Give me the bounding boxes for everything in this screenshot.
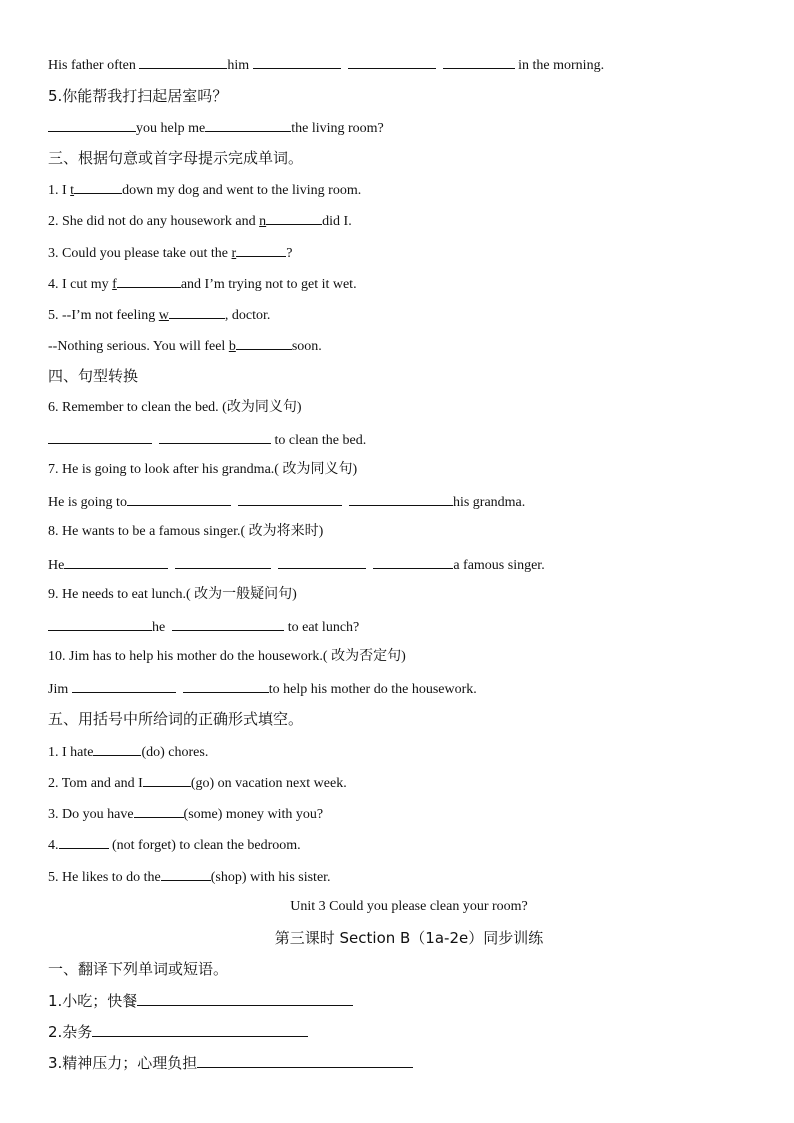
- question-5-chinese: 5.你能帮我打扫起居室吗？: [48, 87, 228, 105]
- text: 5. He likes to do the: [48, 870, 161, 885]
- blank[interactable]: [443, 54, 515, 69]
- section-3-title: 三、根据句意或首字母提示完成单词。: [48, 149, 304, 167]
- s5-item-2: [48, 772, 347, 794]
- blank[interactable]: [172, 616, 284, 631]
- text: 5. --I’m not feeling: [48, 308, 159, 323]
- text: he: [152, 620, 169, 635]
- translate-item-2: [48, 1022, 308, 1042]
- text: He is going to: [48, 495, 127, 510]
- translate-item-1: [48, 991, 353, 1011]
- s4-item-10: 10. Jim has to help his mother do the housework.( 改为否定句): [48, 649, 406, 664]
- text: his grandma.: [452, 495, 526, 510]
- blank[interactable]: [59, 834, 109, 849]
- text: to eat lunch?: [284, 620, 360, 635]
- s5-item-3: [48, 803, 323, 825]
- hint-letter: r: [231, 246, 237, 261]
- s3-item-4: [48, 273, 357, 295]
- text: him: [227, 58, 253, 73]
- hint-letter: w: [158, 308, 169, 323]
- s4-item-7-answer: [48, 491, 525, 513]
- text: (not forget) to clean the bedroom.: [108, 838, 301, 853]
- blank[interactable]: [93, 741, 141, 756]
- s4-item-6: 6. Remember to clean the bed. (改为同义句): [48, 400, 302, 415]
- blank[interactable]: [74, 179, 122, 194]
- text: 3.精神压力；心理负担: [48, 1054, 198, 1072]
- hint-letter: f: [112, 277, 117, 292]
- s5-item-5: [48, 866, 331, 888]
- text: Jim: [48, 682, 72, 697]
- blank[interactable]: [197, 1053, 413, 1068]
- text: , doctor.: [224, 308, 271, 323]
- translate-item-3: [48, 1053, 413, 1073]
- blank[interactable]: [64, 554, 168, 569]
- blank[interactable]: [349, 491, 453, 506]
- text: --Nothing serious. You will feel: [48, 339, 229, 354]
- blank[interactable]: [266, 210, 322, 225]
- blank[interactable]: [48, 429, 152, 444]
- text: and I’m trying not to get it wet.: [180, 277, 357, 292]
- blank[interactable]: [373, 554, 453, 569]
- blank[interactable]: [72, 678, 176, 693]
- s5-item-1: [48, 741, 208, 763]
- question-5-english: [48, 117, 384, 139]
- sentence-father: [48, 54, 604, 76]
- s3-item-2: [48, 210, 352, 232]
- text: 1. I hate: [48, 745, 94, 760]
- text: 4. I cut my: [48, 277, 113, 292]
- blank[interactable]: [48, 616, 152, 631]
- text: 2. She did not do any housework and: [48, 214, 260, 229]
- blank[interactable]: [175, 554, 271, 569]
- text: did I.: [322, 214, 352, 229]
- hint-letter: b: [228, 339, 236, 354]
- text: (do) chores.: [141, 745, 209, 760]
- text: 2. Tom and and I: [48, 776, 143, 791]
- s4-item-9-answer: [48, 616, 359, 638]
- blank[interactable]: [48, 117, 136, 132]
- blank[interactable]: [183, 678, 269, 693]
- s3-item-3: [48, 242, 292, 264]
- text: to help his mother do the housework.: [268, 682, 477, 697]
- s4-item-8: 8. He wants to be a famous singer.( 改为将来时): [48, 524, 324, 539]
- s3-item-5-reply: [48, 335, 322, 357]
- blank[interactable]: [117, 273, 181, 288]
- text: (shop) with his sister.: [210, 870, 331, 885]
- blank[interactable]: [253, 54, 341, 69]
- s4-item-10-answer: [48, 678, 477, 700]
- blank[interactable]: [92, 1022, 308, 1037]
- blank[interactable]: [236, 335, 292, 350]
- section-5-title: 五、用括号中所给词的正确形式填空。: [48, 710, 304, 728]
- text: (some) money with you?: [183, 807, 324, 822]
- text: He: [48, 558, 65, 573]
- text: in the morning.: [514, 58, 605, 73]
- section-1-title: 一、翻译下列单词或短语。: [48, 960, 229, 978]
- blank[interactable]: [238, 491, 342, 506]
- text: 3. Do you have: [48, 807, 134, 822]
- text: to clean the bed.: [271, 433, 367, 448]
- s5-item-4: [48, 834, 301, 856]
- lesson-title: 第三课时 Section B（1a-2e）同步训练: [274, 929, 544, 947]
- hint-letter: t: [70, 183, 75, 198]
- hint-letter: n: [259, 214, 267, 229]
- blank[interactable]: [205, 117, 291, 132]
- blank[interactable]: [139, 54, 227, 69]
- text: 1. I: [48, 183, 71, 198]
- text: the living room?: [291, 121, 384, 136]
- s4-item-6-answer: [48, 429, 366, 451]
- text: you help me: [136, 121, 206, 136]
- text: His father often: [48, 58, 140, 73]
- text: 4.: [48, 838, 59, 853]
- text: down my dog and went to the living room.: [122, 183, 362, 198]
- text: ?: [286, 246, 293, 261]
- blank[interactable]: [159, 429, 271, 444]
- s3-item-5: [48, 304, 270, 326]
- blank[interactable]: [161, 866, 211, 881]
- text: a famous singer.: [453, 558, 545, 573]
- text: 3. Could you please take out the: [48, 246, 232, 261]
- blank[interactable]: [134, 803, 184, 818]
- blank[interactable]: [348, 54, 436, 69]
- s4-item-9: 9. He needs to eat lunch.( 改为一般疑问句): [48, 587, 297, 602]
- text: (go) on vacation next week.: [190, 776, 347, 791]
- section-4-title: 四、句型转换: [48, 367, 139, 385]
- unit-title: Unit 3 Could you please clean your room?: [290, 899, 528, 914]
- text: 1.小吃；快餐: [48, 992, 138, 1010]
- s4-item-7: 7. He is going to look after his grandma.( 改为同义句): [48, 462, 358, 477]
- blank[interactable]: [143, 772, 191, 787]
- text: 2.杂务: [48, 1023, 93, 1041]
- blank[interactable]: [236, 242, 286, 257]
- blank[interactable]: [137, 991, 353, 1006]
- s4-item-8-answer: [48, 554, 545, 576]
- blank[interactable]: [169, 304, 225, 319]
- text: soon.: [291, 339, 322, 354]
- s3-item-1: [48, 179, 361, 201]
- blank[interactable]: [127, 491, 231, 506]
- blank[interactable]: [278, 554, 366, 569]
